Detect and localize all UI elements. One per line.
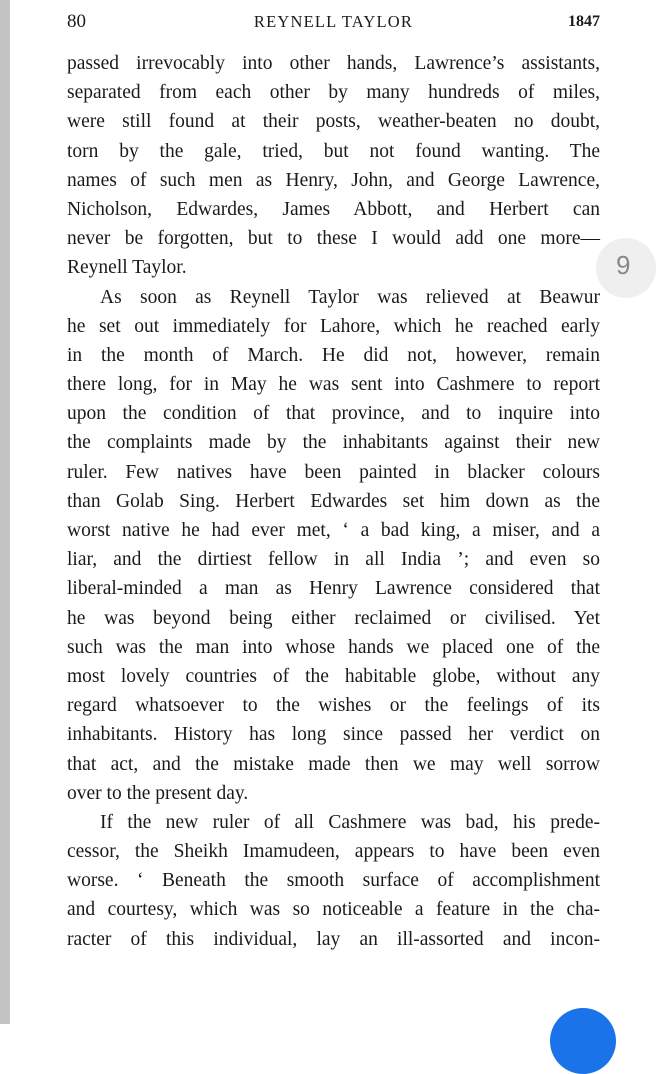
running-head — [67, 10, 600, 34]
left-edge-strip — [0, 0, 10, 1024]
text-line: ruler. Few natives have been painted in blacker colours — [67, 461, 600, 483]
text-line: upon the condition of that province, and to inquire into — [67, 403, 600, 425]
text-line: there long, for in May he was sent into Cashmere to report — [67, 374, 600, 396]
year-label: 1847 — [568, 13, 600, 30]
text-line: liar, and the dirtiest fellow in all India ’; and even so — [67, 549, 600, 571]
text-line: Nicholson, Edwardes, James Abbott, and Herbert can — [67, 198, 600, 220]
text-line: regard whatsoever to the wishes or the feelings of its — [67, 695, 600, 717]
text-line: names of such men as Henry, John, and George Lawrence, — [67, 169, 600, 191]
running-title: REYNELL TAYLOR — [253, 12, 414, 31]
text-line: he set out immediately for Lahore, which he reached early — [67, 315, 600, 337]
text-line: such was the man into whose hands we placed one of the — [67, 636, 600, 658]
body-text — [67, 49, 600, 954]
text-line: racter of this individual, lay an ill-assorted and incon- — [67, 928, 600, 950]
text-line: he was beyond being either reclaimed or civilised. Yet — [67, 607, 600, 629]
text-line: than Golab Sing. Herbert Edwardes set him down as the — [67, 490, 600, 512]
floating-action-button[interactable] — [550, 1008, 616, 1074]
text-line: torn by the gale, tried, but not found wanting. The — [67, 140, 600, 162]
text-line: the complaints made by the inhabitants against their new — [67, 432, 600, 454]
text-line: If the new ruler of all Cashmere was bad, his prede- — [100, 811, 600, 833]
text-line: and courtesy, which was so noticeable a feature in the cha- — [67, 899, 600, 921]
text-line: inhabitants. History has long since passed her verdict on — [67, 724, 600, 746]
side-button-glyph: 9 — [616, 250, 631, 280]
side-scroll-button[interactable] — [596, 238, 656, 298]
text-line: liberal-minded a man as Henry Lawrence considered that — [67, 578, 600, 600]
page-number: 80 — [67, 11, 86, 32]
text-line: passed irrevocably into other hands, Lawrence’s assistants, — [67, 53, 600, 74]
text-line: As soon as Reynell Taylor was relieved at Beawur — [100, 286, 600, 308]
text-line: cessor, the Sheikh Imamudeen, appears to have been even — [67, 841, 600, 863]
text-line: worse. ‘ Beneath the smooth surface of accomplishment — [67, 870, 600, 892]
text-line: that act, and the mistake made then we may well sorrow — [67, 753, 600, 775]
text-line: separated from each other by many hundreds of miles, — [67, 82, 600, 104]
text-line: in the month of March. He did not, however, remain — [67, 344, 600, 366]
text-line: most lovely countries of the habitable globe, without any — [67, 665, 600, 687]
text-line: never be forgotten, but to these I would add one more— — [67, 228, 600, 250]
text-line: Reynell Taylor. — [67, 257, 187, 279]
text-line: over to the present day. — [67, 782, 249, 804]
text-line: were still found at their posts, weather-beaten no doubt, — [67, 111, 600, 133]
text-line: worst native he had ever met, ‘ a bad king, a miser, and a — [67, 520, 600, 541]
